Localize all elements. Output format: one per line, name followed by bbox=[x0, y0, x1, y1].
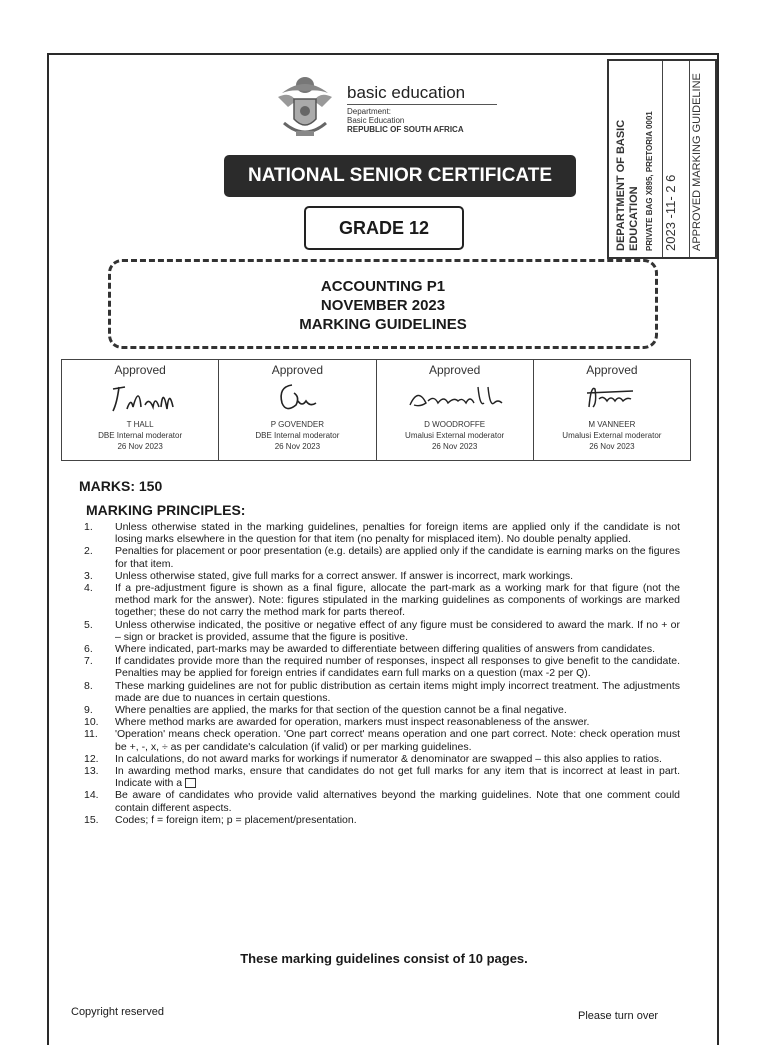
approval-stamp bbox=[607, 59, 717, 259]
turn-over-footer: Please turn over bbox=[578, 1010, 659, 1022]
approver-name: D WOODROFFE bbox=[424, 420, 486, 429]
stamp-divider bbox=[689, 61, 690, 257]
signature-icon bbox=[400, 377, 510, 417]
principles-list bbox=[80, 521, 680, 826]
approver-name: T HALL bbox=[126, 420, 154, 429]
item-text: Where method marks are awarded for operation, markers must inspect reasonableness of the answer. bbox=[115, 716, 590, 729]
approver-role: Umalusi External moderator bbox=[562, 431, 662, 440]
item-number: 6. bbox=[84, 643, 93, 656]
list-item bbox=[80, 655, 680, 679]
list-item bbox=[80, 619, 680, 643]
item-text: These marking guidelines are not for public distribution as certain items might imply incorrect treatment. The adjustments made are due to nuances in certain questions. bbox=[115, 679, 680, 704]
item-text: If candidates provide more than the required number of responses, inspect all responses to give benefit to the candidate. Penalties may be applied for foreign entries if candidates earn full marks on a question (max -2 per Q). bbox=[115, 655, 680, 680]
list-item bbox=[80, 521, 680, 545]
page-count-note: These marking guidelines consist of 10 pages. bbox=[240, 951, 528, 966]
approver-role: DBE Internal moderator bbox=[98, 431, 183, 440]
list-item bbox=[80, 680, 680, 704]
item-text: If a pre-adjustment figure is shown as a final figure, allocate the part-mark as a working mark for that figure (not the method mark for the answer). Note: figures stipulated in the marking guidelines as components of workings are marked together; these do not carry the method mark for parts thereof. bbox=[115, 582, 680, 619]
title-type: MARKING GUIDELINES bbox=[299, 316, 467, 333]
item-number: 4. bbox=[84, 582, 93, 595]
approval-label: Approved bbox=[428, 363, 481, 377]
list-item bbox=[80, 789, 680, 813]
approver-name: P GOVENDER bbox=[270, 420, 324, 429]
approver-role: Umalusi External moderator bbox=[405, 431, 505, 440]
item-text: Where penalties are applied, the marks for that section of the question cannot be a final negative. bbox=[115, 704, 567, 717]
total-marks: MARKS: 150 bbox=[79, 478, 163, 494]
signature-icon bbox=[567, 377, 657, 417]
list-item bbox=[80, 704, 680, 716]
item-number: 8. bbox=[84, 679, 93, 692]
item-number: 3. bbox=[84, 569, 93, 582]
approval-date: 26 Nov 2023 bbox=[431, 442, 478, 451]
item-text: In awarding method marks, ensure that candidates do not get full marks for any item that is incorrect at least in part. Indicate with a bbox=[115, 765, 680, 790]
cross-box-icon bbox=[185, 778, 196, 788]
list-item bbox=[80, 570, 680, 582]
approval-label: Approved bbox=[114, 363, 166, 377]
item-number: 14. bbox=[84, 789, 99, 802]
coat-of-arms-icon bbox=[274, 73, 336, 141]
item-number: 15. bbox=[84, 813, 99, 826]
stamp-date: 2023 -11- 2 6 bbox=[663, 174, 678, 251]
item-text: Unless otherwise stated, give full marks for a correct answer. If answer is incorrect, mark workings. bbox=[115, 569, 574, 582]
approvals-table bbox=[61, 359, 691, 461]
stamp-department: DEPARTMENT OF BASIC bbox=[615, 119, 627, 251]
list-item bbox=[80, 643, 680, 655]
item-number: 12. bbox=[84, 752, 99, 765]
signature-icon bbox=[252, 377, 342, 417]
approver-role: DBE Internal moderator bbox=[255, 431, 340, 440]
title-session: NOVEMBER 2023 bbox=[320, 297, 446, 314]
item-text: Penalties for placement or poor presentation (e.g. details) are applied only if the candidate is earning marks on the figures for that item. bbox=[115, 545, 680, 570]
brand-subtitle bbox=[347, 107, 464, 134]
brand-divider bbox=[347, 104, 497, 105]
approval-date: 26 Nov 2023 bbox=[274, 442, 321, 451]
stamp-department-2: EDUCATION bbox=[628, 186, 640, 251]
approval-cell bbox=[62, 360, 219, 460]
signature-icon bbox=[95, 377, 185, 417]
brand-sub-line: Department: bbox=[347, 107, 392, 116]
item-text: Unless otherwise indicated, the positive or negative effect of any figure must be considered to award the mark. If no + or – sign or bracket is provided, assume that the figure is positive. bbox=[115, 618, 680, 643]
approver-name: M VANNEER bbox=[588, 420, 636, 429]
stamp-approved: APPROVED MARKING GUIDELINE bbox=[691, 73, 703, 251]
brand-title: basic education bbox=[347, 83, 466, 102]
approval-date: 26 Nov 2023 bbox=[117, 442, 163, 451]
item-text: Be aware of candidates who provide valid alternatives beyond the marking guidelines. Note that one comment could contain different aspects. bbox=[115, 789, 680, 814]
title-subject: ACCOUNTING P1 bbox=[320, 278, 446, 295]
certificate-banner: NATIONAL SENIOR CERTIFICATE bbox=[224, 155, 576, 197]
list-item bbox=[80, 545, 680, 569]
item-text: In calculations, do not award marks for workings if numerator & denominator are swapped – this also applies to ratios. bbox=[115, 752, 662, 765]
item-number: 1. bbox=[84, 521, 93, 533]
approval-cell bbox=[534, 360, 690, 460]
item-number: 13. bbox=[84, 765, 99, 778]
item-text: Where indicated, part-marks may be awarded to differentiate between differing qualities of answers from candidates. bbox=[115, 643, 656, 656]
approval-cell bbox=[377, 360, 534, 460]
stamp-address: PRIVATE BAG X895, PRETORIA 0001 bbox=[645, 111, 654, 251]
item-number: 5. bbox=[84, 618, 93, 631]
approval-label: Approved bbox=[586, 363, 638, 377]
list-item bbox=[80, 765, 680, 789]
item-text: Codes; f = foreign item; p = placement/presentation. bbox=[115, 813, 357, 826]
copyright-footer: Copyright reserved bbox=[71, 1006, 164, 1018]
list-item bbox=[80, 582, 680, 619]
brand-sub-line: Basic Education bbox=[347, 116, 405, 125]
approval-cell bbox=[219, 360, 376, 460]
item-number: 7. bbox=[84, 655, 93, 668]
item-number: 10. bbox=[84, 716, 99, 729]
list-item bbox=[80, 814, 680, 826]
approval-label: Approved bbox=[271, 363, 324, 377]
list-item bbox=[80, 728, 680, 752]
list-item bbox=[80, 753, 680, 765]
item-number: 9. bbox=[84, 704, 93, 717]
item-number: 2. bbox=[84, 545, 93, 558]
list-item bbox=[80, 716, 680, 728]
item-text: Unless otherwise stated in the marking guidelines, penalties for foreign items are applied only if the candidate is not losing marks elsewhere in the question for that item (no penalty for misplaced item). No double penalty applied. bbox=[115, 521, 680, 546]
principles-heading: MARKING PRINCIPLES: bbox=[86, 502, 246, 518]
brand-sub-line: REPUBLIC OF SOUTH AFRICA bbox=[347, 125, 464, 134]
dbe-logo bbox=[274, 73, 504, 143]
item-number: 11. bbox=[84, 728, 98, 741]
document-title-box bbox=[108, 259, 658, 349]
approval-date: 26 Nov 2023 bbox=[589, 442, 635, 451]
item-text: 'Operation' means check operation. 'One part correct' means operation and one part correct. Note: check operation must be +, -, x, ÷ as per candidate's calculation (if valid) or per marking guidelines. bbox=[115, 728, 680, 753]
grade-box: GRADE 12 bbox=[304, 206, 464, 250]
